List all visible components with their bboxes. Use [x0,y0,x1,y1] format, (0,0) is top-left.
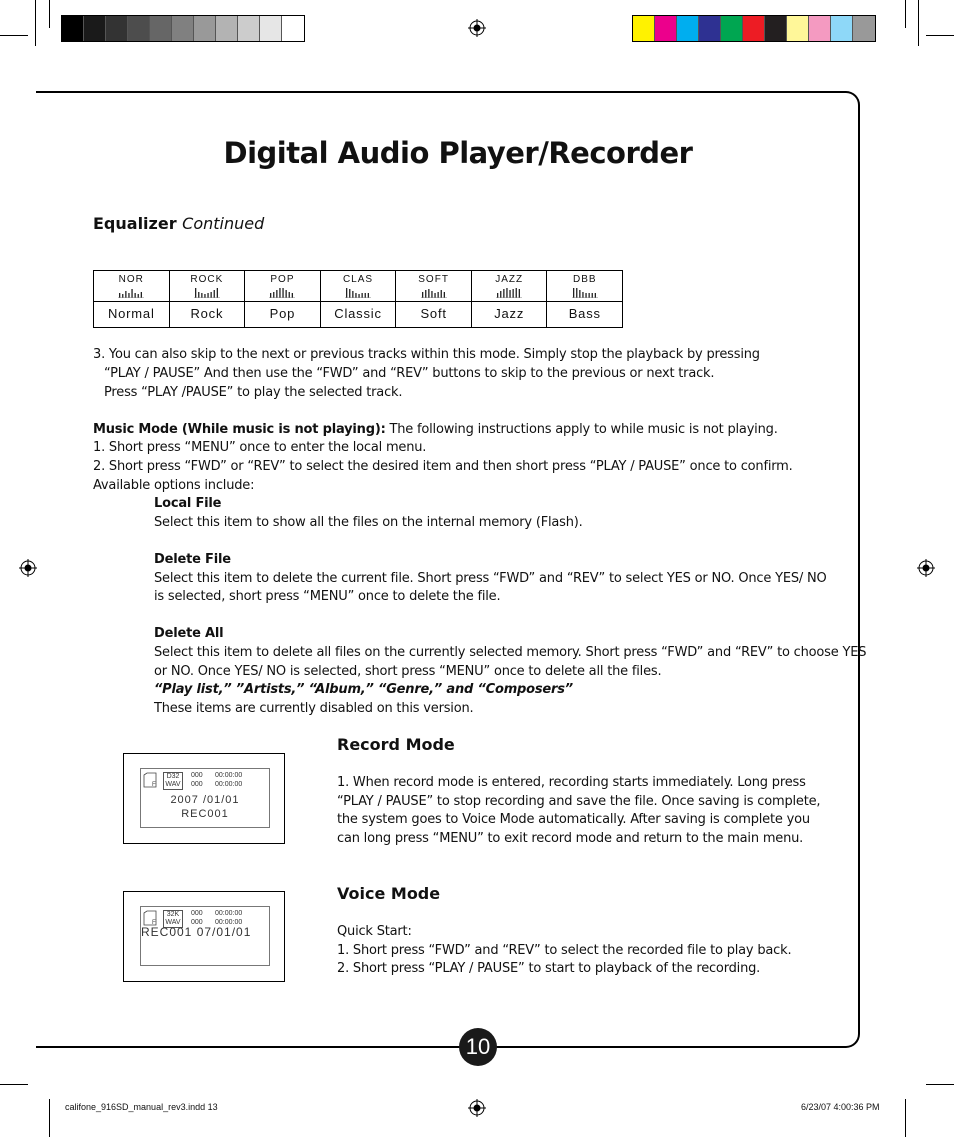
time-1: 00:00:00 [215,910,243,917]
equalizer-mode-cell [94,271,170,327]
equalizer-mode-cell [245,271,321,327]
equalizer-bar [195,288,196,298]
equalizer-curve-icon [194,286,220,298]
equalizer-bar [132,289,133,298]
quick-start-label: Quick Start: [337,924,412,939]
voice-mode-step-1: 1. Short press “FWD” and “REV” to select the recorded file to play back. [337,943,792,958]
record-mode-line-1: 1. When record mode is entered, recording starts immediately. Long press [337,775,806,790]
crop-mark [0,1084,28,1085]
color-swatch [721,16,743,41]
record-mode-line-3: the system goes to Voice Mode automatically. After saving is complete you [337,812,810,827]
equalizer-bar [500,291,501,298]
color-swatch [831,16,853,41]
crop-mark [926,35,954,36]
music-mode-step-1: 1. Short press “MENU” once to enter the local menu. [93,440,427,455]
record-mode-line-2: “PLAY / PAUSE” to stop recording and save the file. Once saving is complete, [337,794,821,809]
format-label: WAV [165,919,181,926]
equalizer-curve-icon [118,286,144,298]
color-swatch [282,16,304,41]
skip-tracks-line-2: “PLAY / PAUSE” And then use the “FWD” and “REV” buttons to skip to the previous or next track. [104,366,715,381]
equalizer-mode-name: Soft [420,306,447,321]
equalizer-bar [573,288,574,298]
color-swatch [765,16,787,41]
crop-mark [49,0,50,28]
equalizer-bar [503,289,504,298]
page-title: Digital Audio Player/Recorder [223,136,693,170]
color-swatch [260,16,282,41]
music-mode-label: Music Mode (While music is not playing): [93,422,386,437]
music-mode-intro [93,421,778,440]
voice-mode-display [123,891,285,982]
equalizer-bar [506,288,507,298]
equalizer-table [93,270,623,328]
equalizer-mode-abbr: NOR [118,274,144,285]
equalizer-mode-abbr: SOFT [418,274,449,285]
delete-all-text-1: Select this item to delete all files on the currently selected memory. Short press “FWD” and “REV” to choose YES [154,645,867,660]
equalizer-heading [93,214,264,233]
delete-all-text-2: or NO. Once YES/ NO is selected, short press “MENU” once to delete all the files. [154,664,662,679]
equalizer-bar [289,292,290,298]
skip-tracks-line-3: Press “PLAY /PAUSE” to play the selected track. [104,385,403,400]
record-filename: REC001 [181,808,229,820]
disabled-items-text: These items are currently disabled on this version. [154,701,474,716]
equalizer-bar [210,292,211,298]
equalizer-mode-header [94,271,169,302]
bitrate-label: D32 [166,773,180,780]
equalizer-mode-cell [547,271,622,327]
equalizer-bar [437,292,438,298]
color-swatch [150,16,172,41]
color-swatch [84,16,106,41]
equalizer-bar [576,288,577,298]
equalizer-mode-cell [321,271,397,327]
equalizer-mode-header [245,271,320,302]
registration-mark-icon [917,559,935,577]
equalizer-mode-abbr: POP [270,274,295,285]
equalizer-bar [425,290,426,298]
crop-mark [918,0,919,46]
memory-card-icon [143,910,157,926]
footer-filename: califone_916SD_manual_rev3.indd 13 [65,1102,218,1112]
registration-mark-icon [468,1099,486,1117]
crop-mark [926,1084,954,1085]
equalizer-bar [510,290,511,298]
registration-mark-icon [19,559,37,577]
equalizer-bar [513,289,514,298]
equalizer-mode-abbr: JAZZ [495,274,524,285]
equalizer-mode-name: Rock [190,306,224,321]
color-swatch [194,16,216,41]
equalizer-heading-text: Equalizer [93,214,177,233]
format-label: WAV [165,781,181,788]
voice-mode-screen [140,906,270,966]
equalizer-bar [277,290,278,298]
equalizer-bar [428,289,429,298]
equalizer-bar [516,288,517,298]
count-1: 000 [191,772,203,779]
voice-mode-step-2: 2. Short press “PLAY / PAUSE” to start to playback of the recording. [337,961,761,976]
record-date: 2007 /01/01 [170,794,240,806]
record-mode-line-4: can long press “MENU” to exit record mode and return to the main menu. [337,831,804,846]
color-swatch [853,16,875,41]
equalizer-mode-cell [472,271,548,327]
equalizer-curve-icon [496,286,522,298]
process-color-bar [632,15,876,42]
equalizer-bar [443,292,444,298]
delete-all-title: Delete All [154,626,224,641]
color-swatch [655,16,677,41]
equalizer-heading-suffix: Continued [182,214,265,233]
equalizer-mode-cell [396,271,472,327]
equalizer-bar [431,291,432,298]
color-swatch [62,16,84,41]
equalizer-mode-header [396,271,471,302]
equalizer-bar [213,290,214,298]
color-swatch [677,16,699,41]
equalizer-bar [519,289,520,298]
color-swatch [787,16,809,41]
skip-tracks-line-1: 3. You can also skip to the next or previous tracks within this mode. Simply stop the playback by pressing [93,347,760,362]
equalizer-mode-name: Classic [334,306,382,321]
equalizer-bar [286,290,287,298]
equalizer-curve-icon [421,286,447,298]
equalizer-bar [582,292,583,298]
memory-card-icon [143,772,157,788]
equalizer-bar [440,290,441,298]
equalizer-bar [579,290,580,298]
color-swatch [633,16,655,41]
color-swatch [238,16,260,41]
equalizer-bar [422,292,423,298]
page-number: 10 [459,1028,497,1066]
equalizer-bar [217,288,218,298]
music-mode-step-2: 2. Short press “FWD” or “REV” to select the desired item and then short press “PLAY / PAUSE” once to confirm. [93,459,793,474]
voice-file-line: REC001 07/01/01 [141,925,252,939]
equalizer-bar [141,292,142,298]
count-1: 000 [191,910,203,917]
svg-text:F: F [152,920,156,926]
delete-file-title: Delete File [154,552,231,567]
equalizer-curve-icon [269,286,295,298]
equalizer-bar [352,291,353,298]
color-swatch [809,16,831,41]
registration-mark-icon [468,19,486,37]
svg-text:F: F [152,782,156,788]
equalizer-bar [346,288,347,298]
crop-mark [905,1099,906,1137]
footer-timestamp: 6/23/07 4:00:36 PM [801,1102,880,1112]
music-mode-intro-text: The following instructions apply to while music is not playing. [385,422,778,437]
record-mode-screen [140,768,270,828]
equalizer-mode-name: Jazz [494,306,525,321]
crop-mark [0,35,28,36]
available-options: Available options include: [93,478,255,493]
equalizer-bar [274,292,275,298]
equalizer-mode-abbr: DBB [572,274,597,285]
format-box [163,772,183,790]
equalizer-mode-cell [170,271,246,327]
delete-file-text-1: Select this item to delete the current file. Short press “FWD” and “REV” to select YES or NO. Once YES/ NO [154,571,827,586]
equalizer-bar [283,288,284,298]
equalizer-curve-icon [345,286,371,298]
equalizer-bar [349,289,350,298]
equalizer-mode-header [321,271,396,302]
color-swatch [699,16,721,41]
count-2: 000 [191,919,203,926]
local-file-title: Local File [154,496,222,511]
color-swatch [172,16,194,41]
disabled-items-title: “Play list,” ”Artists,” “Album,” “Genre,” and “Composers” [154,682,573,697]
equalizer-curve-icon [572,286,598,298]
equalizer-mode-name: Bass [568,306,601,321]
equalizer-mode-abbr: CLAS [342,274,374,285]
color-swatch [106,16,128,41]
crop-mark [49,1099,50,1137]
color-swatch [216,16,238,41]
equalizer-mode-header [170,271,245,302]
delete-file-text-2: is selected, short press “MENU” once to delete the file. [154,589,501,604]
equalizer-bar [125,291,126,298]
grayscale-color-bar [61,15,305,42]
equalizer-mode-name: Normal [107,306,155,321]
equalizer-mode-abbr: ROCK [190,274,224,285]
local-file-text: Select this item to show all the files on the internal memory (Flash). [154,515,583,530]
equalizer-bar [198,292,199,298]
time-2: 00:00:00 [215,781,243,788]
equalizer-mode-header [472,271,547,302]
time-2: 00:00:00 [215,919,243,926]
record-mode-heading: Record Mode [337,735,455,754]
crop-mark [35,0,36,46]
equalizer-bar [280,288,281,298]
color-swatch [743,16,765,41]
time-1: 00:00:00 [215,772,243,779]
color-swatch [128,16,150,41]
equalizer-mode-header [547,271,622,302]
equalizer-mode-name: Pop [269,306,296,321]
bitrate-label: 32K [166,911,180,918]
count-2: 000 [191,781,203,788]
record-mode-display [123,753,285,844]
crop-mark [905,0,906,28]
voice-mode-heading: Voice Mode [337,884,441,903]
